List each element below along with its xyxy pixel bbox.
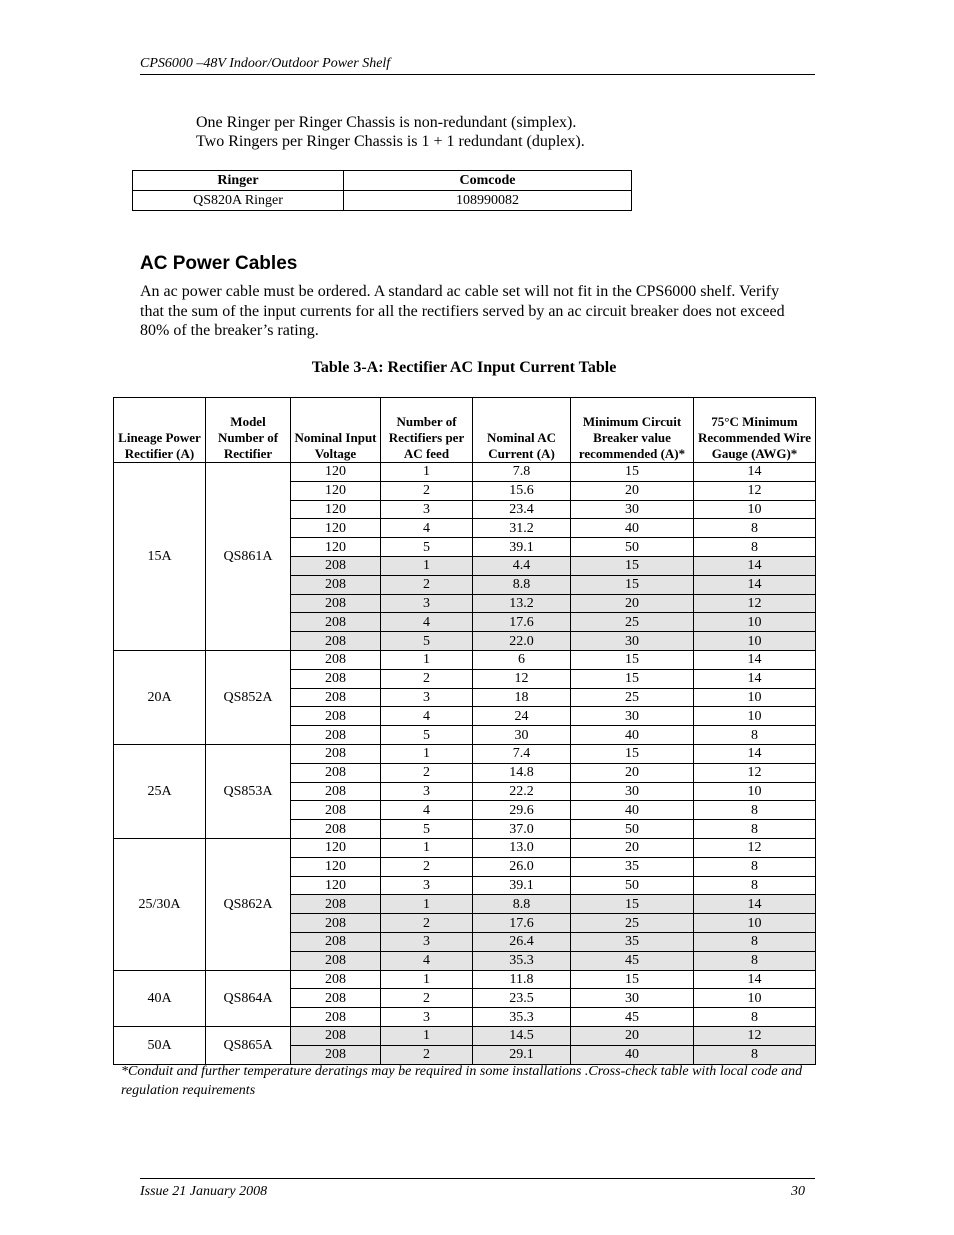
table-cell: 22.0: [473, 632, 571, 651]
table-cell: 39.1: [473, 538, 571, 557]
table-cell: 25: [571, 613, 694, 632]
table-cell: 2: [381, 763, 473, 782]
table-cell: 8: [694, 1045, 816, 1064]
table-cell: 2: [381, 669, 473, 688]
table-cell: 208: [291, 989, 381, 1008]
table-cell: 208: [291, 556, 381, 575]
page-number: 30: [791, 1184, 805, 1199]
table-cell: 3: [381, 594, 473, 613]
section-paragraph: An ac power cable must be ordered. A standard ac cable set will not fit in the CPS6000 shelf. Verify that the sum of the input currents for all the rectifiers served by an ac circuit breaker does not exceed 80% of the breaker’s rating.: [140, 283, 785, 339]
table-cell: 26.0: [473, 857, 571, 876]
table-cell: 14: [694, 650, 816, 669]
table-cell: 208: [291, 914, 381, 933]
table-cell: 45: [571, 951, 694, 970]
col-header-gauge: 75°C Minimum Recommended Wire Gauge (AWG)*: [694, 398, 816, 463]
table-row: [114, 650, 816, 669]
table-cell: 10: [694, 914, 816, 933]
table-row: [114, 744, 816, 763]
lineage-cell: 25A: [114, 744, 206, 838]
table-cell: 11.8: [473, 970, 571, 989]
ringer-header: Ringer: [133, 171, 344, 191]
table-cell: 208: [291, 895, 381, 914]
table-cell: 208: [291, 688, 381, 707]
table-cell: 37.0: [473, 820, 571, 839]
table-cell: 20: [571, 481, 694, 500]
table-caption: Table 3-A: Rectifier AC Input Current Table: [311, 359, 617, 376]
table-cell: 14: [694, 463, 816, 482]
intro-line-1: One Ringer per Ringer Chassis is non-redundant (simplex).: [196, 114, 577, 131]
table-cell: 208: [291, 970, 381, 989]
table-cell: 4.4: [473, 556, 571, 575]
table-cell: 208: [291, 801, 381, 820]
table-cell: 20: [571, 1026, 694, 1045]
table-cell: 40: [571, 726, 694, 745]
table-cell: 3: [381, 876, 473, 895]
table-cell: 18: [473, 688, 571, 707]
table-cell: 120: [291, 481, 381, 500]
table-cell: 120: [291, 463, 381, 482]
table-row: [114, 463, 816, 482]
table-cell: 10: [694, 989, 816, 1008]
table-cell: 50: [571, 876, 694, 895]
table-cell: 208: [291, 744, 381, 763]
table-cell: 8.8: [473, 575, 571, 594]
table-cell: 30: [571, 989, 694, 1008]
table-cell: 4: [381, 613, 473, 632]
table-cell: 8: [694, 538, 816, 557]
table-cell: 15: [571, 575, 694, 594]
table-cell: 20: [571, 838, 694, 857]
table-cell: 14.5: [473, 1026, 571, 1045]
table-cell: 208: [291, 707, 381, 726]
table-cell: 30: [571, 500, 694, 519]
page-header: CPS6000 –48V Indoor/Outdoor Power Shelf: [140, 56, 815, 75]
table-cell: 22.2: [473, 782, 571, 801]
table-cell: 10: [694, 782, 816, 801]
table-cell: 30: [473, 726, 571, 745]
table-cell: 208: [291, 594, 381, 613]
lineage-cell: 40A: [114, 970, 206, 1026]
table-cell: 208: [291, 575, 381, 594]
table-cell: 15: [571, 650, 694, 669]
intro-text: [196, 113, 585, 151]
table-cell: 3: [381, 688, 473, 707]
table-cell: 14: [694, 744, 816, 763]
table-cell: 208: [291, 951, 381, 970]
table-cell: 20: [571, 594, 694, 613]
col-header-model: Model Number of Rectifier: [206, 398, 291, 463]
table-cell: 7.4: [473, 744, 571, 763]
model-cell: QS862A: [206, 838, 291, 970]
model-cell: QS861A: [206, 463, 291, 651]
table-cell: 15: [571, 669, 694, 688]
lineage-cell: 25/30A: [114, 838, 206, 970]
table-cell: 29.1: [473, 1045, 571, 1064]
ringer-table: [132, 170, 632, 211]
footnote: *Conduit and further temperature deratings may be required in some installations .Cross-check table with local code and regulation requirements: [121, 1064, 803, 1098]
table-cell: 35: [571, 932, 694, 951]
table-cell: 2: [381, 1045, 473, 1064]
table-cell: 40: [571, 801, 694, 820]
table-cell: 12: [694, 594, 816, 613]
section-title: AC Power Cables: [140, 253, 298, 274]
table-cell: 208: [291, 1008, 381, 1027]
model-cell: QS852A: [206, 650, 291, 744]
page-footer: [140, 1178, 815, 1200]
table-cell: 120: [291, 500, 381, 519]
table-cell: 10: [694, 500, 816, 519]
table-cell: 2: [381, 989, 473, 1008]
table-cell: 17.6: [473, 914, 571, 933]
table-cell: 10: [694, 688, 816, 707]
table-cell: 12: [694, 838, 816, 857]
table-cell: 208: [291, 726, 381, 745]
table-cell: 1: [381, 1026, 473, 1045]
table-cell: 15: [571, 744, 694, 763]
table-cell: 14.8: [473, 763, 571, 782]
table-row: [114, 838, 816, 857]
table-cell: 8.8: [473, 895, 571, 914]
table-cell: 5: [381, 632, 473, 651]
lineage-cell: 15A: [114, 463, 206, 651]
col-header-lineage: Lineage Power Rectifier (A): [114, 398, 206, 463]
table-cell: 13.0: [473, 838, 571, 857]
table-cell: 25: [571, 914, 694, 933]
table-cell: 208: [291, 820, 381, 839]
table-cell: 14: [694, 556, 816, 575]
table-cell: 120: [291, 538, 381, 557]
table-cell: 10: [694, 707, 816, 726]
table-cell: 1: [381, 838, 473, 857]
table-row: [114, 970, 816, 989]
table-cell: 31.2: [473, 519, 571, 538]
table-cell: 8: [694, 857, 816, 876]
table-body: [114, 463, 816, 1065]
table-cell: 8: [694, 876, 816, 895]
table-cell: 30: [571, 707, 694, 726]
table-cell: 2: [381, 914, 473, 933]
table-cell: 10: [694, 613, 816, 632]
table-cell: 120: [291, 876, 381, 895]
table-cell: 45: [571, 1008, 694, 1027]
lineage-cell: 50A: [114, 1026, 206, 1064]
table-cell: 5: [381, 820, 473, 839]
table-cell: 20: [571, 763, 694, 782]
table-row: [114, 1026, 816, 1045]
table-cell: 26.4: [473, 932, 571, 951]
table-cell: 8: [694, 1008, 816, 1027]
ringer-cell: QS820A Ringer: [133, 191, 344, 211]
table-cell: 14: [694, 895, 816, 914]
table-cell: 1: [381, 463, 473, 482]
table-cell: 120: [291, 857, 381, 876]
comcode-header: Comcode: [344, 171, 632, 191]
table-cell: 1: [381, 970, 473, 989]
table-cell: 12: [473, 669, 571, 688]
table-cell: 23.5: [473, 989, 571, 1008]
table-cell: 208: [291, 782, 381, 801]
table-cell: 208: [291, 1026, 381, 1045]
table-cell: 13.2: [473, 594, 571, 613]
table-cell: 3: [381, 932, 473, 951]
table-cell: 50: [571, 820, 694, 839]
table-cell: 4: [381, 707, 473, 726]
table-cell: 1: [381, 895, 473, 914]
col-header-count: Number of Rectifiers per AC feed: [381, 398, 473, 463]
col-header-current: Nominal AC Current (A): [473, 398, 571, 463]
table-cell: 5: [381, 726, 473, 745]
table-cell: 40: [571, 1045, 694, 1064]
table-cell: 35: [571, 857, 694, 876]
table-cell: 39.1: [473, 876, 571, 895]
comcode-cell: 108990082: [344, 191, 632, 211]
table-cell: 12: [694, 1026, 816, 1045]
table-cell: 40: [571, 519, 694, 538]
table-cell: 1: [381, 650, 473, 669]
table-cell: 12: [694, 763, 816, 782]
table-cell: 208: [291, 763, 381, 782]
table-cell: 6: [473, 650, 571, 669]
table-cell: 8: [694, 932, 816, 951]
table-cell: 12: [694, 481, 816, 500]
table-cell: 17.6: [473, 613, 571, 632]
model-cell: QS853A: [206, 744, 291, 838]
table-cell: 208: [291, 650, 381, 669]
col-header-voltage: Nominal Input Voltage: [291, 398, 381, 463]
table-cell: 4: [381, 951, 473, 970]
table-cell: 14: [694, 669, 816, 688]
table-cell: 24: [473, 707, 571, 726]
issue-date: Issue 21 January 2008: [140, 1184, 268, 1199]
table-cell: 50: [571, 538, 694, 557]
table-cell: 15: [571, 895, 694, 914]
table-cell: 14: [694, 970, 816, 989]
table-cell: 8: [694, 519, 816, 538]
table-cell: 3: [381, 782, 473, 801]
table-cell: 14: [694, 575, 816, 594]
table-cell: 30: [571, 632, 694, 651]
rectifier-table: [113, 397, 816, 1065]
table-cell: 3: [381, 1008, 473, 1027]
table-cell: 8: [694, 951, 816, 970]
table-cell: 4: [381, 801, 473, 820]
table-cell: 5: [381, 538, 473, 557]
table-cell: 120: [291, 838, 381, 857]
table-cell: 29.6: [473, 801, 571, 820]
table-cell: 35.3: [473, 1008, 571, 1027]
model-cell: QS864A: [206, 970, 291, 1026]
intro-line-2: Two Ringers per Ringer Chassis is 1 + 1 redundant (duplex).: [196, 133, 585, 150]
table-cell: 208: [291, 669, 381, 688]
table-cell: 8: [694, 820, 816, 839]
table-cell: 35.3: [473, 951, 571, 970]
table-cell: 15: [571, 556, 694, 575]
table-cell: 3: [381, 500, 473, 519]
table-cell: 15: [571, 970, 694, 989]
table-cell: 23.4: [473, 500, 571, 519]
table-cell: 208: [291, 1045, 381, 1064]
table-cell: 2: [381, 575, 473, 594]
table-cell: 25: [571, 688, 694, 707]
table-cell: 30: [571, 782, 694, 801]
lineage-cell: 20A: [114, 650, 206, 744]
table-cell: 8: [694, 801, 816, 820]
table-cell: 2: [381, 857, 473, 876]
table-cell: 120: [291, 519, 381, 538]
table-cell: 4: [381, 519, 473, 538]
table-cell: 208: [291, 932, 381, 951]
table-cell: 15.6: [473, 481, 571, 500]
table-cell: 2: [381, 481, 473, 500]
table-cell: 15: [571, 463, 694, 482]
table-cell: 208: [291, 632, 381, 651]
table-cell: 208: [291, 613, 381, 632]
table-cell: 10: [694, 632, 816, 651]
table-cell: 1: [381, 744, 473, 763]
table-cell: 1: [381, 556, 473, 575]
table-cell: 8: [694, 726, 816, 745]
col-header-breaker: Minimum Circuit Breaker value recommended (A)*: [571, 398, 694, 463]
table-cell: 7.8: [473, 463, 571, 482]
model-cell: QS865A: [206, 1026, 291, 1064]
